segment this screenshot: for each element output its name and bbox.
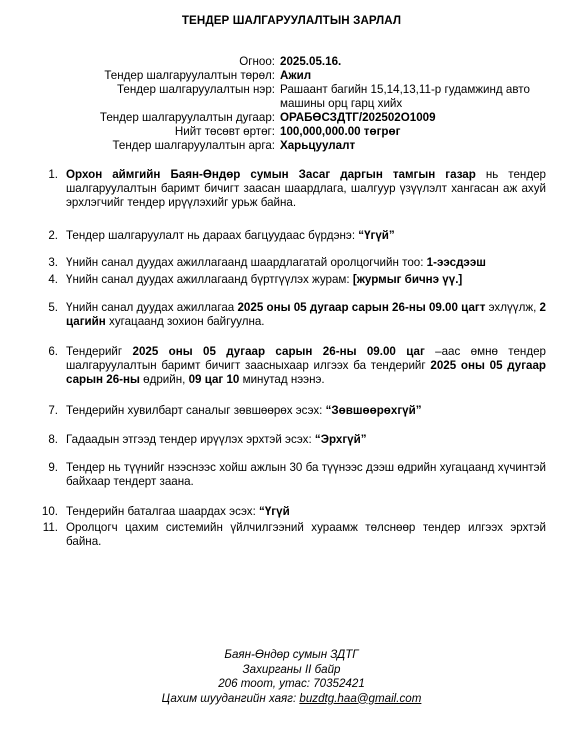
- meta-date-label: Огноо:: [239, 55, 275, 68]
- list-item: [50, 273, 546, 287]
- meta-number-label: Тендер шалгаруулалтын дугаар:: [99, 111, 275, 124]
- list-item-text: [66, 256, 546, 270]
- list-item-number: 9.: [48, 461, 58, 474]
- footer-email-label: Цахим шуудангийн хаяг:: [161, 691, 300, 705]
- list-item-text: [66, 433, 546, 447]
- list-item-text: [66, 461, 546, 489]
- list-item: [50, 461, 546, 489]
- meta-row-name: [60, 83, 530, 111]
- footer-room-phone: 206 тоот, утас: 70352421: [218, 677, 365, 690]
- list-item-text-part: Тендерийг: [66, 345, 133, 358]
- list-item-number: 8.: [48, 433, 58, 446]
- list-item-text-part: Гадаадын этгээд тендер ирүүлэх эрхтэй эсэх:: [66, 433, 315, 446]
- list-item-text-part: –аас өмнө тендер шалгаруулалтын баримт бичигт заасныхаар илгээх ба тендерийг: [66, 345, 546, 372]
- list-item-text-bold: 09 цаг 10: [188, 373, 240, 386]
- list-item: [50, 345, 546, 387]
- list-item: [50, 301, 546, 329]
- list-item-text: [66, 521, 546, 549]
- list-item-text-part: Тендерийн хувилбарт саналыг зөвшөөрөх эсэх:: [66, 404, 326, 417]
- list-item-text-bold: “Үгүй”: [358, 229, 395, 242]
- list-item-text: [66, 301, 546, 329]
- footer-org: Баян-Өндөр сумын ЗДТГ: [224, 648, 359, 661]
- list-item-text-part: Тендер шалгаруулалт нь дараах багцуудаас бүрдэнэ:: [66, 229, 359, 242]
- tender-meta: [60, 55, 530, 153]
- meta-name-value: Рашаант багийн 15,14,13,11-р гудамжинд авто машины орц гарц хийх: [280, 83, 530, 110]
- meta-row-budget: [60, 125, 530, 139]
- list-item: [50, 229, 546, 243]
- list-item-text-bold: 2 цагийн: [66, 301, 546, 328]
- list-item-text-part: Үнийн санал дуудах ажиллагаанд шаардлагатай оролцогчийн тоо:: [66, 256, 427, 269]
- footer-email-line: [0, 692, 583, 707]
- list-item-text-part: эхлүүлж,: [485, 301, 540, 314]
- meta-type-label: Тендер шалгаруулалтын төрөл:: [104, 69, 275, 82]
- list-item: [42, 521, 546, 549]
- list-item-number: 3.: [48, 256, 58, 269]
- list-item-text-bold: “Зөвшөөрөхгүй”: [325, 404, 422, 417]
- list-item-text-part: нь тендер шалгаруулалтын баримт бичигт заасан шаардлага, шалгуур үзүүлэлт хангасан аж ахуй эрхлэгчийг тендер ирүүлэхийг урьж байна.: [66, 168, 546, 209]
- list-item-text-part: Үнийн санал дуудах ажиллагаанд бүртгүүлэх журам:: [66, 273, 353, 286]
- meta-row-date: [60, 55, 530, 69]
- list-item-number: 5.: [48, 301, 58, 314]
- list-item-number: 1.: [48, 168, 58, 181]
- meta-number-value: ОРАБӨСЗДТГ/202502О1009: [280, 111, 436, 124]
- list-item-number: 11.: [42, 521, 58, 534]
- list-item-text-part: Тендер нь түүнийг нээснээс хойш ажлын 30 ба түүнээс дээш өдрийн хугацаанд хүчинтэй байхаар тендерт заана.: [66, 461, 546, 488]
- meta-row-number: [60, 111, 530, 125]
- list-item-text-part: Үнийн санал дуудах ажиллагаа: [66, 301, 238, 314]
- list-item-text-part: Оролцогч цахим системийн үйлчилгээний хураамж төлснөөр тендер илгээх эрхтэй байна.: [66, 521, 546, 548]
- list-item-text-part: минутад нээнэ.: [239, 373, 325, 386]
- meta-method-label: Тендер шалгаруулалтын арга:: [112, 139, 275, 152]
- meta-date-value: 2025.05.16.: [280, 55, 342, 68]
- list-item-text-bold: 2025 оны 05 дугаар сарын 26-ны 09.00 цаг: [132, 345, 425, 358]
- meta-row-method: [60, 139, 530, 153]
- list-item-text: [66, 345, 546, 387]
- footer-email-link[interactable]: buzdtg.haa@gmail.com: [299, 691, 422, 705]
- list-item-text-bold: [журмыг бичнэ үү.]: [352, 273, 463, 286]
- list-item-number: 6.: [48, 345, 58, 358]
- list-item: [50, 433, 546, 447]
- meta-row-type: [60, 69, 530, 83]
- list-item-number: 4.: [48, 273, 58, 286]
- list-item-number: 10.: [41, 505, 58, 518]
- list-item: [41, 505, 546, 519]
- list-item-text: [66, 505, 546, 519]
- list-item-text-bold: Орхон аймгийн Баян-Өндөр сумын Засаг даргын тамгын газар: [66, 168, 476, 181]
- list-item-text-part: хугацаанд зохион байгуулна.: [105, 315, 265, 328]
- list-item: [50, 168, 546, 210]
- list-item-text-bold: 2025 оны 05 дугаар сарын 26-ны 09.00 цагт: [237, 301, 486, 314]
- list-item: [50, 256, 546, 270]
- list-item-text-part: өдрийн,: [139, 373, 189, 386]
- meta-method-value: Харьцуулалт: [280, 139, 356, 152]
- document-title: ТЕНДЕР ШАЛГАРУУЛАЛТЫН ЗАРЛАЛ: [181, 14, 402, 27]
- list-item-text: [66, 404, 546, 418]
- list-item-number: 7.: [48, 404, 58, 417]
- list-item-text-bold: “Үгүй: [259, 505, 290, 518]
- list-item-text-bold: 2025 оны 05 дугаар сарын 26-ны: [66, 359, 547, 386]
- list-item-number: 2.: [48, 229, 58, 242]
- meta-name-label: Тендер шалгаруулалтын нэр:: [117, 83, 275, 96]
- list-item-text-bold: “Эрхгүй”: [314, 433, 367, 446]
- list-item-text: [66, 229, 546, 243]
- meta-budget-value: 100,000,000.00 төгрөг: [280, 125, 401, 138]
- list-item: [50, 404, 546, 418]
- list-item-text: [66, 273, 546, 287]
- list-item-text-bold: 1-ээсдээш: [426, 256, 486, 269]
- list-item-text-part: Тендерийн баталгаа шаардах эсэх:: [66, 505, 260, 518]
- footer-building: Захирганы II байр: [242, 662, 341, 676]
- meta-type-value: Ажил: [280, 69, 312, 82]
- meta-budget-label: Нийт төсөвт өртөг:: [174, 125, 275, 138]
- list-item-text: [66, 168, 546, 210]
- footer-contact: [0, 648, 583, 706]
